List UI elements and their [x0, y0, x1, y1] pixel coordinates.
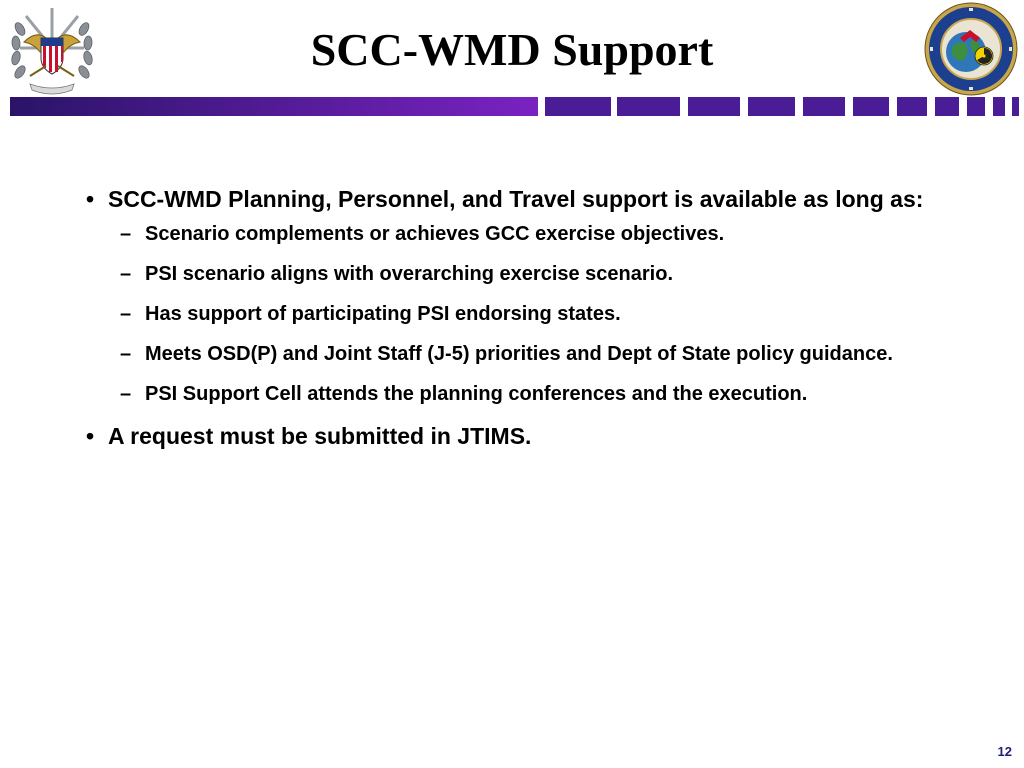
dash-mark: –	[120, 303, 132, 325]
slide-body	[86, 185, 926, 451]
bullet-item	[86, 422, 926, 451]
slide-title: SCC-WMD Support	[310, 24, 714, 75]
dash-mark: –	[120, 263, 132, 285]
sub-bullet-text: Scenario complements or achieves GCC exercise objectives.	[145, 223, 725, 245]
stratcom-cwmd-seal-icon	[924, 2, 1018, 96]
page-number: 12	[997, 744, 1012, 759]
dash-mark: –	[120, 383, 132, 405]
title-divider-bar	[0, 97, 1024, 116]
sub-bullet-item	[86, 340, 926, 369]
sub-bullet-item	[86, 260, 926, 289]
sub-bullet-text: Meets OSD(P) and Joint Staff (J-5) priorities and Dept of State policy guidance.	[145, 343, 893, 365]
dash-mark: –	[120, 343, 132, 365]
bullet-text: A request must be submitted in JTIMS.	[108, 423, 532, 449]
sub-bullet-text: PSI Support Cell attends the planning conferences and the execution.	[145, 383, 808, 405]
sub-bullet-item	[86, 380, 926, 409]
bullet-text: SCC-WMD Planning, Personnel, and Travel support is available as long as:	[108, 186, 924, 212]
bullet-item	[86, 185, 926, 214]
sub-bullet-item	[86, 220, 926, 249]
bullet-mark: •	[86, 423, 95, 449]
bullet-mark: •	[86, 186, 95, 212]
sub-bullet-text: Has support of participating PSI endorsing states.	[145, 303, 621, 325]
sub-bullet-item	[86, 300, 926, 329]
dash-mark: –	[120, 223, 132, 245]
sub-bullet-text: PSI scenario aligns with overarching exercise scenario.	[145, 263, 674, 285]
